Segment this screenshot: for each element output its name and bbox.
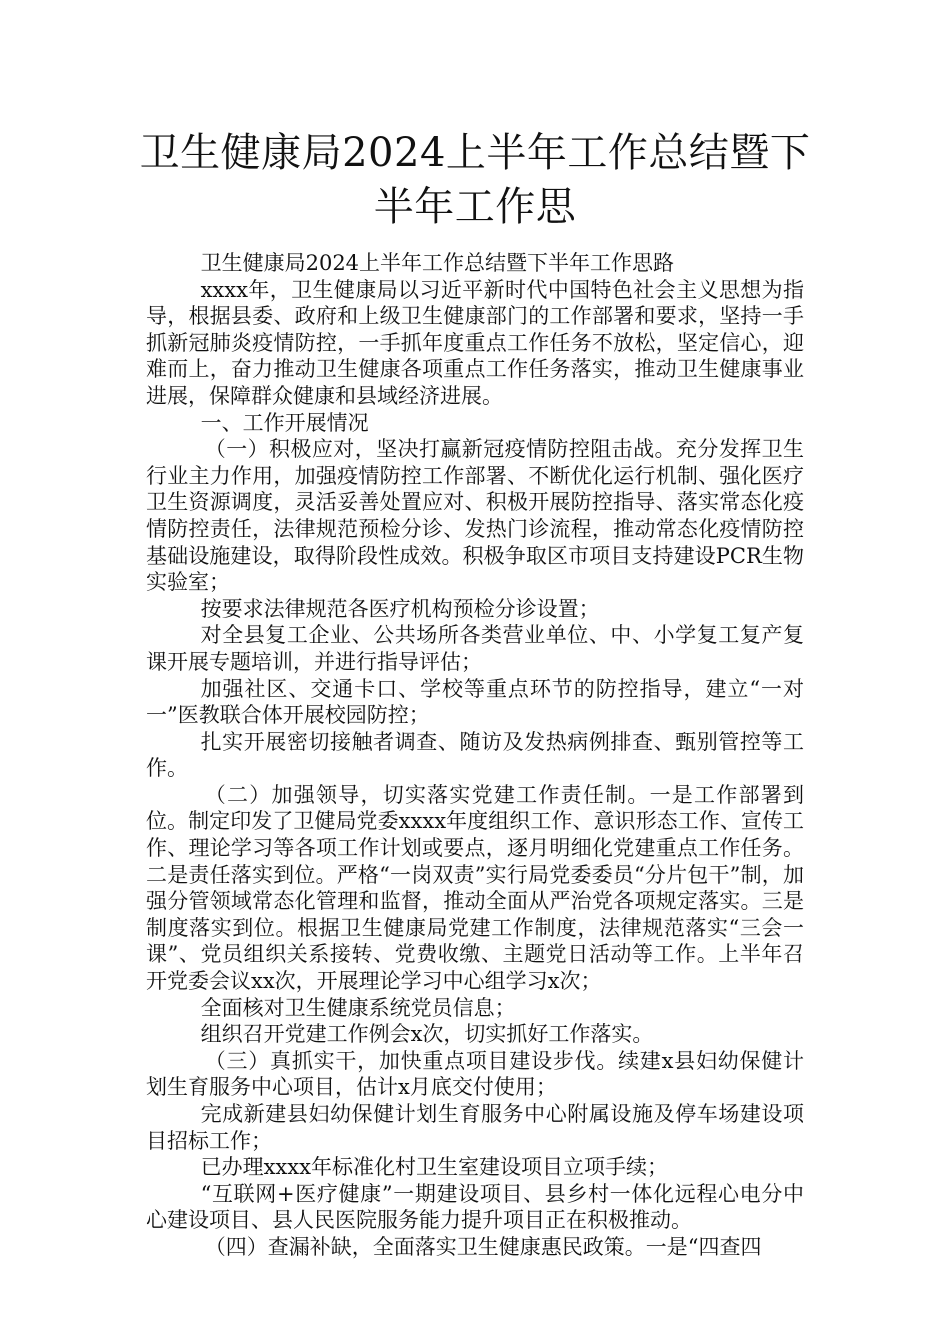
paragraph-item: 完成新建县妇幼保健计划生育服务中心附属设施及停车场建设项目招标工作； <box>146 1102 804 1153</box>
document-title: 卫生健康局2024上半年工作总结暨下半年工作思 <box>139 130 811 230</box>
paragraph-intro: xxxx年，卫生健康局以习近平新时代中国特色社会主义思想为指导，根据县委、政府和上级卫生健康部门的工作部署和要求，坚持一手抓新冠肺炎疫情防控，一手抓年度重点工作任务不放松，坚定信心，迎难而上，奋力推动卫生健康各项重点工作任务落实，推动卫生健康事业进展，保障群众健康和县域经济进展。 <box>146 277 804 408</box>
paragraph-item: 扎实开展密切接触者调查、随访及发热病例排查、甄别管控等工作。 <box>146 729 804 781</box>
paragraph-item: 全面核对卫生健康系统党员信息； <box>200 995 516 1020</box>
section-heading: 一、工作开展情况 <box>200 410 369 435</box>
paragraph-item: 组织召开党建工作例会x次，切实抓好工作落实。 <box>200 1022 654 1047</box>
document-body <box>146 250 804 1261</box>
paragraph-item: 加强社区、交通卡口、学校等重点环节的防控指导，建立“一对一”医教联合体开展校园防控； <box>146 676 804 728</box>
paragraph-section-1: （一）积极应对，坚决打赢新冠疫情防控阻击战。充分发挥卫生行业主力作用，加强疫情防控工作部署、不断优化运行机制、强化医疗卫生资源调度，灵活妥善处置应对、积极开展防控指导、落实常态化疫情防控责任，法律规范预检分诊、发热门诊流程，推动常态化疫情防控基础设施建设，取得阶段性成效。积极争取区市项目支持建设PCR生物实验室； <box>146 437 804 595</box>
paragraph-item: 按要求法律规范各医疗机构预检分诊设置； <box>200 596 600 621</box>
paragraph-item: 对全县复工企业、公共场所各类营业单位、中、小学复工复产复课开展专题培训，并进行指导评估； <box>146 623 804 674</box>
paragraph-item: “互联网+医疗健康”一期建设项目、县乡村一体化远程心电分中心建设项目、县人民医院服务能力提升项目正在积极推动。 <box>146 1181 804 1233</box>
paragraph-item: 已办理xxxx年标准化村卫生室建设项目立项手续； <box>200 1155 668 1180</box>
paragraph-section-4: （四）查漏补缺，全面落实卫生健康惠民政策。一是“四查四 <box>204 1234 762 1259</box>
paragraph-section-2: （二）加强领导，切实落实党建工作责任制。一是工作部署到位。制定印发了卫健局党委xxxx年度组织工作、意识形态工作、宣传工作、理论学习等各项工作计划或要点，逐月明细化党建重点工作任务。二是责任落实到位。严格“一岗双责”实行局党委委员“分片包干”制，加强分管领域常态化管理和监督，推动全面从严治党各项规定落实。三是制度落实到位。根据卫生健康局党建工作制度，法律规范落实“三会一课”、党员组织关系接转、党费收缴、主题党日活动等工作。上半年召开党委会议xx次，开展理论学习中心组学习x次； <box>146 782 804 994</box>
paragraph-section-3: （三）真抓实干，加快重点项目建设步伐。续建x县妇幼保健计划生育服务中心项目，估计x月底交付使用； <box>146 1048 804 1100</box>
paragraph-subtitle: 卫生健康局2024上半年工作总结暨下半年工作思路 <box>200 251 675 275</box>
